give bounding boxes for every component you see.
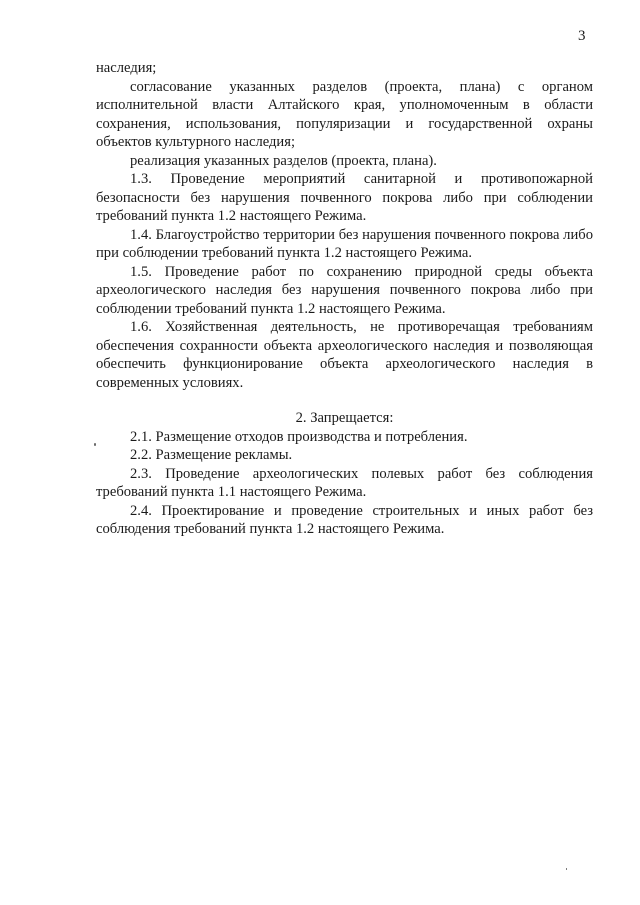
section-2-heading: 2. Запрещается: [295,410,394,426]
paragraph-continuation: наследия; [96,60,157,76]
paragraph-1-4: 1.4. Благоустройство территории без нарушения почвенного покрова либо при соблюдении требований пункта 1.2 настоящего Режима. [96,226,593,261]
page-number: 3 [578,28,586,44]
scan-speck [94,443,96,446]
scan-speck [566,868,567,870]
paragraph-1-6: 1.6. Хозяйственная деятельность, не противоречащая требованиям обеспечения сохранности объекта археологического наследия и позволяющая обеспечить функционирование объекта археологического наследия в современных условиях. [96,319,593,391]
paragraph-2-4: 2.4. Проектирование и проведение строительных и иных работ без соблюдения требований пункта 1.2 настоящего Режима. [96,502,593,537]
document-body [96,59,593,539]
paragraph-2-1: 2.1. Размещение отходов производства и потребления. [130,428,468,445]
paragraph-2-2: 2.2. Размещение рекламы. [130,447,293,463]
paragraph-approval: согласование указанных разделов (проекта, плана) с органом исполнительной власти Алтайского края, уполномоченным в области сохранения, использования, популяризации и государственной охраны объектов культурного наследия; [96,78,593,150]
paragraph-2-3: 2.3. Проведение археологических полевых работ без соблюдения требований пункта 1.1 настоящего Режима. [96,465,593,500]
paragraph-1-3: 1.3. Проведение мероприятий санитарной и противопожарной безопасности без нарушения почвенного покрова либо при соблюдении требований пункта 1.2 настоящего Режима. [96,171,593,224]
paragraph-implementation: реализация указанных разделов (проекта, плана). [130,152,437,169]
paragraph-1-5: 1.5. Проведение работ по сохранению природной среды объекта археологического наследия без нарушения почвенного покрова либо при соблюдении требований пункта 1.2 настоящего Режима. [96,263,593,317]
